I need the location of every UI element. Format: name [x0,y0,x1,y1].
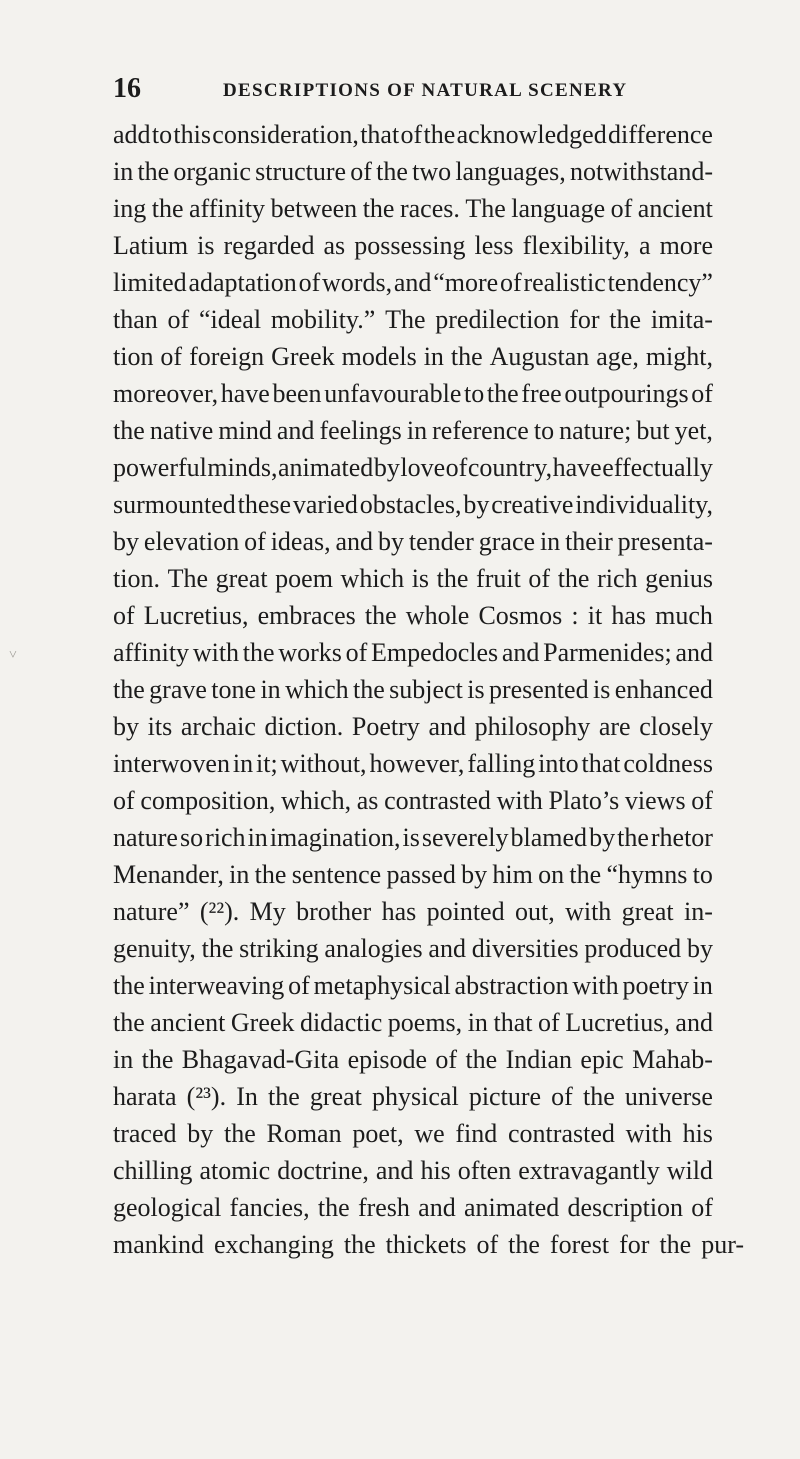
text-line: the ancient Greek didactic poems, in that of Lucretius, and [113,1008,713,1037]
text-line: than of “ideal mobility.” The predilection for the imita- [113,305,713,334]
text-line: chilling atomic doctrine, and his often extravagantly wild [113,1156,713,1185]
text-line: the native mind and feelings in reference to nature; but yet, [113,416,713,445]
text-line: in the Bhagavad-Gita episode of the Indian epic Mahab- [113,1045,713,1074]
text-line: in the organic structure of the two languages, notwithstand- [113,157,713,186]
text-line: genuity, the striking analogies and diversities produced by [113,934,713,963]
text-line: moreover, have been unfavourable to the free outpourings of [113,379,713,408]
text-line: geological fancies, the fresh and animated description of [113,1193,713,1222]
text-line: add to this consideration, that of the acknowledged difference [113,120,713,149]
text-line: nature” (²²). My brother has pointed out, with great in- [113,897,713,926]
text-line: tion of foreign Greek models in the Augustan age, might, [113,342,713,371]
text-line: limited adaptation of words, and “more of realistic tendency” [113,268,713,297]
text-line: Latium is regarded as possessing less flexibility, a more [113,231,713,260]
text-line: the grave tone in which the subject is presented is enhanced [113,675,713,704]
text-line: traced by the Roman poet, we find contrasted with his [113,1119,713,1148]
text-line: by its archaic diction. Poetry and philosophy are closely [113,712,713,741]
margin-mark: ˅ [9,648,17,663]
text-line: powerful minds, animated by love of country, have effectually [113,453,713,482]
text-line: surmounted these varied obstacles, by creative individuality, [113,490,713,519]
running-head: DESCRIPTIONS OF NATURAL SCENERY [223,80,628,101]
text-line: the interweaving of metaphysical abstraction with poetry in [113,971,713,1000]
text-line: of composition, which, as contrasted with Plato’s views of [113,786,713,815]
text-line: mankind exchanging the thickets of the forest for the pur- [113,1230,745,1259]
text-line: Menander, in the sentence passed by him on the “hymns to [113,860,713,889]
text-line: by elevation of ideas, and by tender grace in their presenta- [113,527,713,556]
text-line: affinity with the works of Empedocles and Parmenides; and [113,638,713,667]
page-header [113,72,713,106]
text-line: interwoven in it; without, however, falling into that coldness [113,749,713,778]
text-line: ing the affinity between the races. The language of ancient [113,194,713,223]
text-line: of Lucretius, embraces the whole Cosmos : it has much [113,601,713,630]
page-number: 16 [113,73,141,104]
body-text [113,116,745,1263]
text-line: nature so rich in imagination, is severely blamed by the rhetor [113,823,713,852]
text-line: tion. The great poem which is the fruit of the rich genius [113,564,713,593]
text-line: harata (²³). In the great physical picture of the universe [113,1082,713,1111]
